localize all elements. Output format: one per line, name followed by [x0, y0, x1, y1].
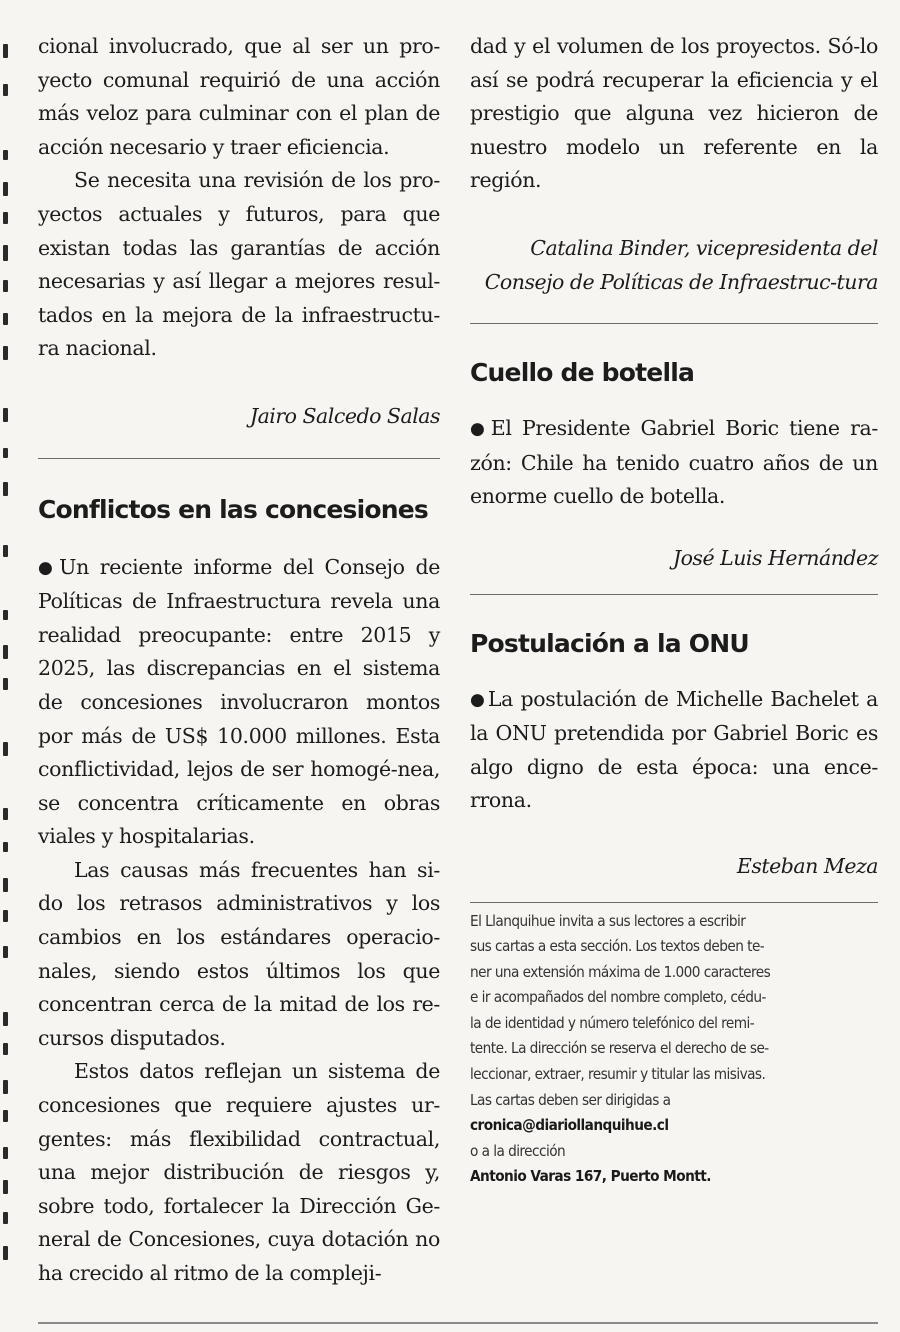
left-column — [38, 30, 440, 1291]
letter3-signature: José Luis Hernández — [672, 545, 878, 570]
letter3-title: Cuello de botella — [470, 358, 695, 388]
contact-email-link[interactable]: cronica@diariollanquihue.cl — [470, 1116, 669, 1135]
bottom-divider — [38, 1322, 878, 1324]
note-line: o a la dirección — [470, 1141, 566, 1160]
note-line: e ir acompañados del nombre completo, cédu- — [470, 988, 766, 1007]
letter4-body-text: La postulación de Michelle Bachelet a la ONU pretendida por Gabriel Boric es algo digno de esta época: una ence-rrona. — [470, 686, 878, 813]
section-divider — [470, 594, 878, 595]
note-line: leccionar, extraer, resumir y titular las misivas. — [470, 1065, 766, 1084]
letter2-title: Conflictos en las concesiones — [38, 494, 428, 524]
note-line: ner una extensión máxima de 1.000 caracteres — [470, 962, 771, 981]
letter4-title: Postulación a la ONU — [470, 628, 749, 658]
note-line: la de identidad y número telefónico del remi- — [470, 1013, 755, 1032]
section-divider — [38, 458, 440, 459]
note-line: Las cartas deben ser dirigidas a — [470, 1090, 671, 1109]
letter2-paragraph-1-text: Un reciente informe del Consejo de Políticas de Infraestructura revela una realidad preocupante: entre 2015 y 2025, las discrepancias en el sistema de concesiones involucraron montos por más de US$ 10.000 millones. Esta conflictividad, lejos de ser homogé-nea, se concentra críticamente en obras viales y hospitalarias. — [38, 554, 441, 849]
bullet-icon: ● — [470, 689, 486, 710]
letter4-body — [470, 683, 878, 818]
section-divider — [470, 902, 878, 903]
letter4-signature: Esteban Meza — [736, 853, 878, 878]
bullet-icon: ● — [470, 419, 489, 440]
note-line: El Llanquihue invita a sus lectores a escribir — [470, 911, 746, 930]
bullet-icon: ● — [38, 557, 58, 578]
note-line: sus cartas a esta sección. Los textos deben te- — [470, 937, 765, 956]
right-column — [470, 30, 878, 1190]
letter2-continuation: dad y el volumen de los proyectos. Só-lo así se podrá recuperar la eficiencia y el prestigio que alguna vez hicieron de nuestro modelo un referente en la región. — [470, 34, 878, 193]
letter2-signature: Catalina Binder, vicepresidenta del Consejo de Políticas de Infraestruc-tura — [484, 235, 878, 294]
letter3-body — [470, 412, 878, 514]
adjacent-column-edge — [0, 0, 14, 1332]
reader-submission-note — [470, 909, 878, 1191]
letter1-signature: Jairo Salcedo Salas — [249, 403, 440, 428]
postal-address: Antonio Varas 167, Puerto Montt. — [470, 1167, 711, 1186]
letter3-body-text: El Presidente Gabriel Boric tiene ra-zón: Chile ha tenido cuatro años de un enorme cuello de botella. — [470, 416, 878, 509]
letter2-paragraph-3: Estos datos reflejan un sistema de concesiones que requiere ajustes ur-gentes: más flexibilidad contractual, una mejor distribución de riesgos y, sobre todo, fortalecer la Dirección Ge-neral de Concesiones, cuya dotación no ha crecido al ritmo de la compleji- — [38, 1059, 440, 1285]
section-divider — [470, 323, 878, 324]
letter1-paragraph-1: cional involucrado, que al ser un pro-yecto comunal requirió de una acción más veloz para culminar con el plan de acción necesario y traer eficiencia. — [38, 34, 440, 159]
letter2-paragraph-2: Las causas más frecuentes han si-do los retrasos administrativos y los cambios en los estándares operacio-nales, siendo estos últimos los que concentran cerca de la mitad de los re-cursos disputados. — [38, 857, 440, 1050]
note-line: tente. La dirección se reserva el derecho de se- — [470, 1039, 769, 1058]
letter1-paragraph-2: Se necesita una revisión de los pro-yectos actuales y futuros, para que existan todas las garantías de acción necesarias y así llegar a mejores resul-tados en la mejora de la infraestructu-ra nacional. — [38, 168, 440, 361]
letter2-paragraph-1 — [38, 551, 440, 854]
